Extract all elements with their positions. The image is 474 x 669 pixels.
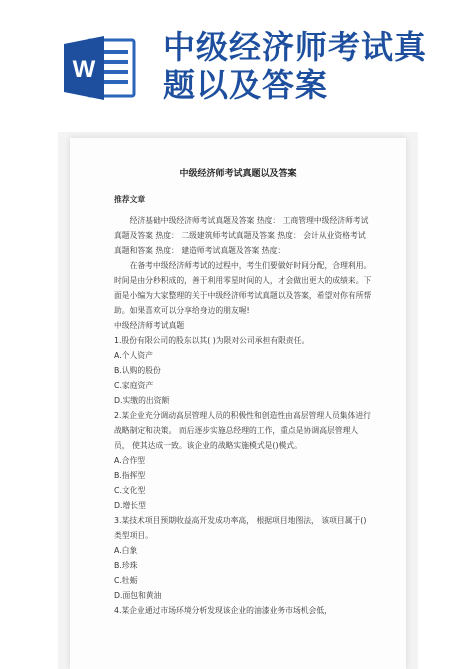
recommend-paragraph: 经济基础中级经济师考试真题及答案 热度： 工商管理中级经济师考试真题及答案 热度： 二级建筑师考试真题及答案 热度： 会计从业资格考试真题和答案 热度： 建造师考试真题及答案 热度： [114,216,369,255]
document-page [70,138,406,669]
title-line-2: 题以及答案 [163,66,329,104]
word-logo-letter: W [72,56,96,83]
list-item: D.面包和黄油 [114,591,162,600]
list-item: C.家庭资产 [114,381,154,390]
list-item: D.增长型 [114,501,146,510]
list-item: A.白象 [114,546,138,555]
list-item: D.实缴的出资额 [114,396,170,405]
list-item: 4.某企业通过市场环境分析发现该企业的油漆业务市场机会低， [114,606,332,615]
document-body [114,192,372,618]
document-title: 中级经济师考试真题以及答案 [179,169,297,179]
list-item: 3.某技术项目预期收益高开发成功率高， 根据项目地图法， 该项目属于()类型项目。 [114,516,367,540]
list-item: 2.某企业充分调动高层管理人员的积极性和创造性由高层管理人员集体进行战略制定和决策。 而后逐步实施总经理的工作，重点是协调高层管理人员， 使其达成一致。该企业的战略实施模式是()模式。 [114,411,371,450]
word-icon [64,34,138,102]
list-item: A.合作型 [114,456,146,465]
subheading: 中级经济师考试真题 [114,321,185,330]
list-item: B.认购的股份 [114,366,161,375]
list-item: A.个人资产 [114,351,153,360]
intro-paragraph: 在备考中级经济师考试的过程中，考生们要做好时间分配，合理利用。时间是由分秒积成的，善于利用零星时间的人，才会做出更大的成绩来。下面是小编为大家整理的关于中级经济师考试真题以及答案，希望对你有所帮助。如果喜欢可以分享给身边的朋友喔! [114,261,372,315]
list-item: B.珍珠 [114,561,138,570]
list-item: B.指挥型 [114,471,146,480]
title-line-1: 中级经济师考试真 [163,28,428,66]
list-item: C.牡蛎 [114,576,138,585]
page-title [163,28,463,104]
section-heading: 推荐文章 [114,195,146,204]
list-item: C.文化型 [114,486,146,495]
list-item: 1.股份有限公司的股东以其( )为限对公司承担有限责任。 [114,336,310,345]
page-header [0,0,474,118]
